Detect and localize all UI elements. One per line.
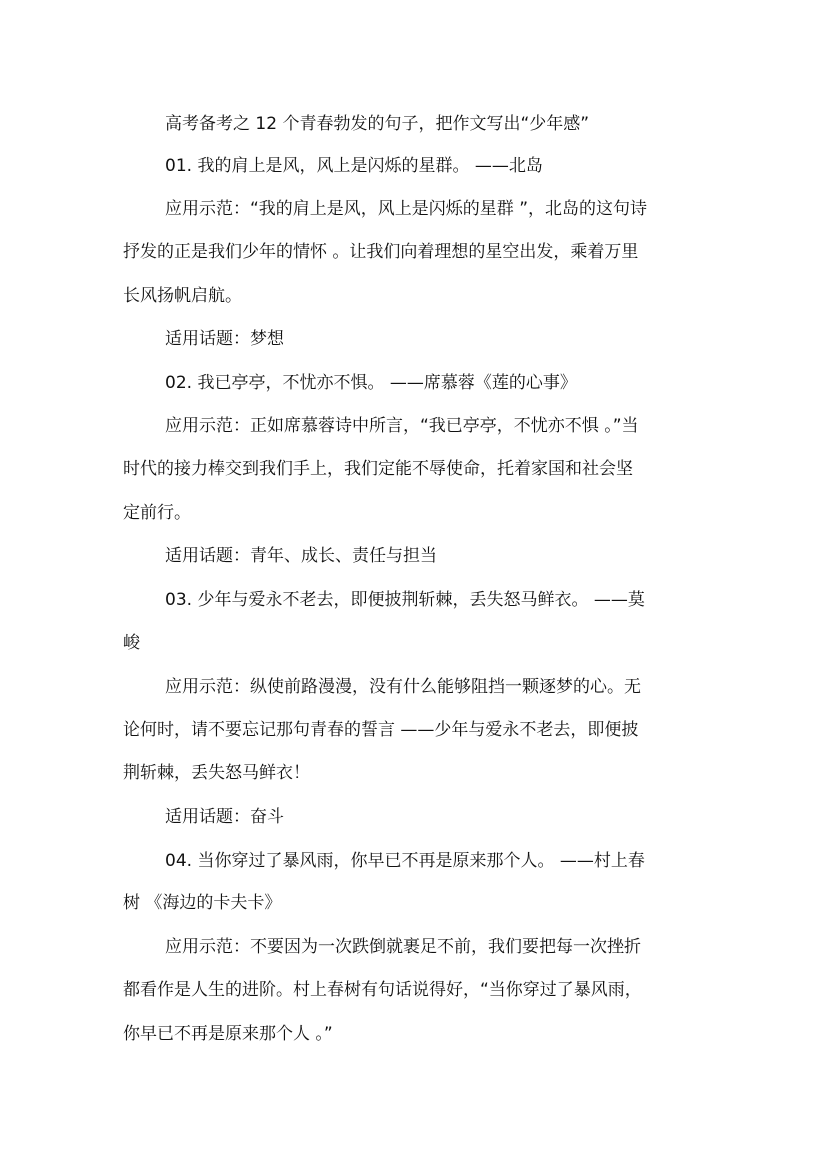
example-line: 都看作是人生的进阶。村上春树有句话说得好，“当你穿过了暴风雨， xyxy=(123,980,642,1000)
example-line: 应用示范：不要因为一次跌倒就裹足不前，我们要把每一次挫折 xyxy=(165,937,641,957)
example-line: 荆斩棘，丢失怒马鲜衣！ xyxy=(123,763,310,783)
quote-line: 04. 当你穿过了暴风雨，你早已不再是原来那个人。 ——村上春 xyxy=(165,851,645,871)
example-line: 应用示范：“我的肩上是风，风上是闪烁的星群 ”，北岛的这句诗 xyxy=(165,199,648,219)
topic-line: 适用话题：梦想 xyxy=(165,329,284,349)
topic-line: 适用话题：青年、成长、责任与担当 xyxy=(165,546,437,566)
example-line: 应用示范：正如席慕蓉诗中所言，“我已亭亭，不忧亦不惧 。”当 xyxy=(165,416,639,436)
quote-line: 峻 xyxy=(123,633,140,653)
quote-line: 03. 少年与爱永不老去，即便披荆斩棘，丢失怒马鲜衣。 ——莫 xyxy=(165,590,645,610)
topic-line: 适用话题：奋斗 xyxy=(165,807,284,827)
example-line: 时代的接力棒交到我们手上，我们定能不辱使命，托着家国和社会坚 xyxy=(123,459,633,479)
example-line: 你早已不再是原来那个人 。” xyxy=(123,1024,333,1044)
example-line: 应用示范：纵使前路漫漫，没有什么能够阻挡一颗逐梦的心。无 xyxy=(165,677,641,697)
example-line: 论何时，请不要忘记那句青春的誓言 ——少年与爱永不老去，即便披 xyxy=(123,720,639,740)
document-title: 高考备考之 12 个青春勃发的句子，把作文写出“少年感” xyxy=(165,114,590,134)
example-line: 定前行。 xyxy=(123,503,191,523)
quote-line: 02. 我已亭亭，不忧亦不惧。 ——席慕蓉《莲的心事》 xyxy=(165,373,577,393)
quote-line: 树 《海边的卡夫卡》 xyxy=(123,893,282,913)
quote-line: 01. 我的肩上是风，风上是闪烁的星群。 ——北岛 xyxy=(165,156,543,176)
example-line: 抒发的正是我们少年的情怀 。让我们向着理想的星空出发，乘着万里 xyxy=(123,242,639,262)
example-line: 长风扬帆启航。 xyxy=(123,286,242,306)
